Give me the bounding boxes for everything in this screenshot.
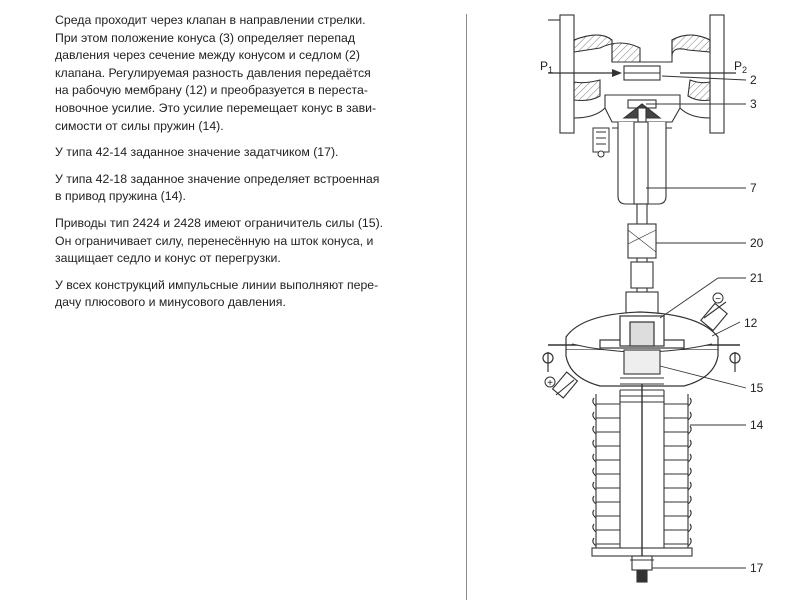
callout-3: 3 — [750, 97, 757, 111]
valve-stem — [626, 204, 658, 319]
callout-17: 17 — [750, 561, 764, 575]
spring-housing — [592, 384, 692, 560]
callout-20: 20 — [750, 236, 764, 250]
impulse-connection-plus — [553, 372, 578, 398]
callout-12: 12 — [744, 316, 758, 330]
body-bolt — [593, 128, 609, 157]
callout-15: 15 — [750, 381, 764, 395]
description-text — [55, 12, 430, 321]
paragraph-flow-principle: Среда проходит через клапан в направлении стрелки. При этом положение конуса (3) определяет перепад давления через сечение между конусом и седлом (2) клапана. Регулируемая разность давления передаётся на рабочую мембрану (12) и преобразуется в переста- новочное усилие. Это усилие перемещает конус в зави- симости от силы пружин (14). — [55, 13, 377, 133]
bonnet-tube — [612, 122, 672, 204]
paragraph-type-42-14: У типа 42-14 заданное значение задатчиком (17). — [55, 145, 339, 160]
svg-text:−: − — [715, 294, 721, 305]
callout-14: 14 — [750, 418, 764, 432]
callout-numbers — [744, 73, 764, 575]
paragraph-force-limiter: Приводы тип 2424 и 2428 имеют ограничитель силы (15). Он ограничивает силу, перенесённую на шток конуса, и защищает седло и конус от перегрузки. — [55, 215, 384, 266]
callout-7: 7 — [750, 181, 757, 195]
svg-text:+: + — [547, 378, 553, 389]
column-divider — [466, 14, 467, 600]
setpoint-adjuster — [630, 556, 654, 582]
pressure-label-p2: $P_2$ — [734, 59, 748, 75]
paragraph-type-42-18: У типа 42-18 заданное значение определяет встроенная в привод пружина (14). — [55, 171, 380, 204]
callout-21: 21 — [750, 271, 764, 285]
minus-sign-symbol — [713, 293, 723, 305]
paragraph-impulse-lines: У всех конструкций импульсные линии выполняют пере- дачу плюсового и минусового давления. — [55, 277, 379, 310]
pressure-label-p1: $P_1$ — [540, 59, 554, 75]
valve-technical-drawing — [470, 0, 800, 600]
callout-2: 2 — [750, 73, 757, 87]
